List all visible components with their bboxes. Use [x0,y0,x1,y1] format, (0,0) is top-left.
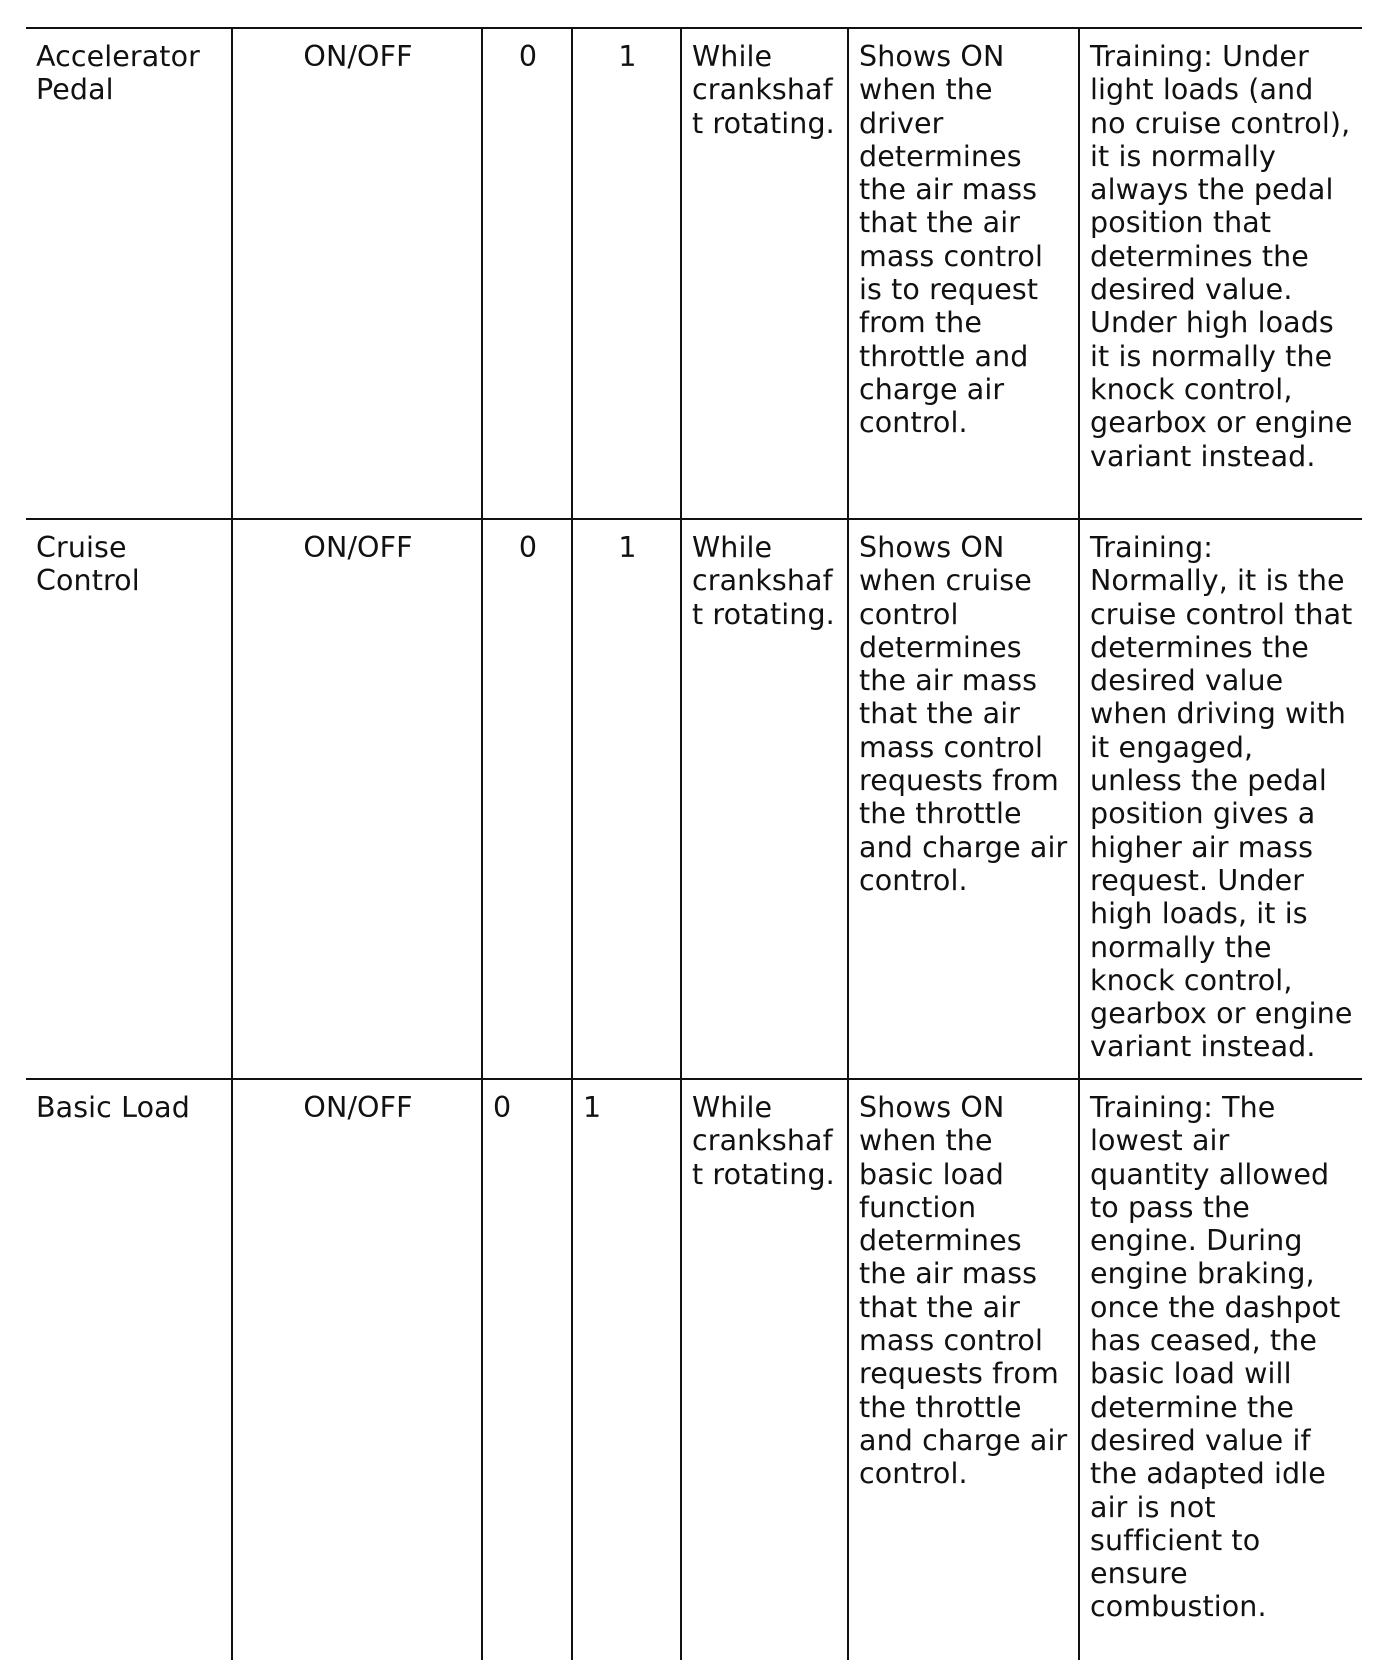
unit-cell: ON/OFF [232,1079,482,1660]
min-value-cell: 0 [482,519,572,1079]
training-note-cell: Training: Under light loads (and no cruise control), it is normally always the pedal position that determines the desired value. Under high loads it is normally the knock control, gearbox or engine variant instead. [1079,28,1362,519]
table-row [26,28,1362,519]
min-value-cell: 0 [482,1079,572,1660]
parameter-table [26,27,1362,1660]
min-value-cell: 0 [482,28,572,519]
signal-name-cell: Basic Load [26,1079,232,1660]
max-value-cell: 1 [572,28,681,519]
condition-cell: While crankshaft rotating. [681,519,848,1079]
parameter-table-page [26,27,1362,1647]
description-cell: Shows ON when cruise control determines the air mass that the air mass control requests from the throttle and charge air control. [848,519,1079,1079]
max-value-cell: 1 [572,519,681,1079]
unit-cell: ON/OFF [232,519,482,1079]
training-note-cell: Training: Normally, it is the cruise control that determines the desired value when driving with it engaged, unless the pedal position gives a higher air mass request. Under high loads, it is normally the knock control, gearbox or engine variant instead. [1079,519,1362,1079]
training-note-cell: Training: The lowest air quantity allowed to pass the engine. During engine braking, once the dashpot has ceased, the basic load will determine the desired value if the adapted idle air is not sufficient to ensure combustion. [1079,1079,1362,1660]
table-row [26,519,1362,1079]
unit-cell: ON/OFF [232,28,482,519]
signal-name-cell: Accelerator Pedal [26,28,232,519]
description-cell: Shows ON when the basic load function determines the air mass that the air mass control requests from the throttle and charge air control. [848,1079,1079,1660]
signal-name-cell: Cruise Control [26,519,232,1079]
table-row [26,1079,1362,1660]
max-value-cell: 1 [572,1079,681,1660]
condition-cell: While crankshaft rotating. [681,1079,848,1660]
description-cell: Shows ON when the driver determines the air mass that the air mass control is to request from the throttle and charge air control. [848,28,1079,519]
condition-cell: While crankshaft rotating. [681,28,848,519]
